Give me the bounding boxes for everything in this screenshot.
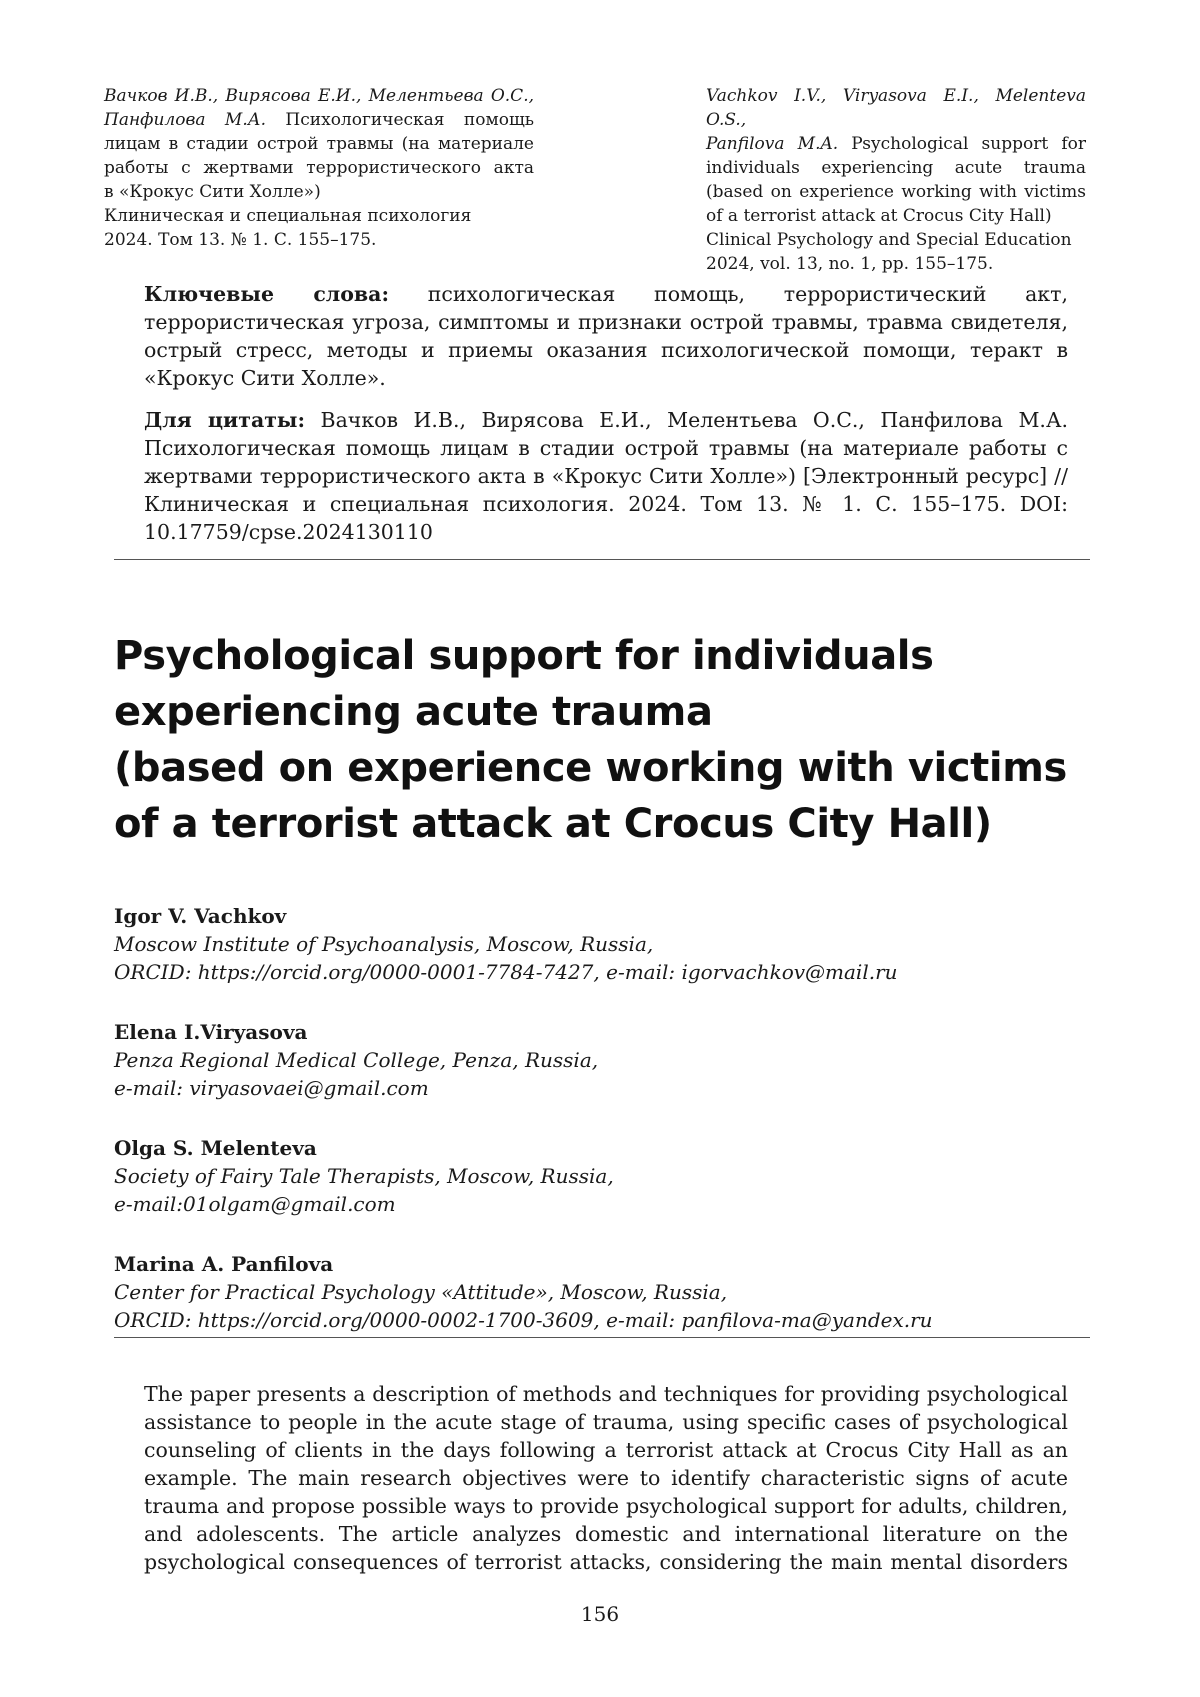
header-en-line-3: individuals experiencing acute trauma	[706, 158, 1086, 178]
abstract-paragraph	[144, 1380, 1068, 1576]
header-ru-line-7: 2024. Том 13. № 1. С. 155–175.	[104, 230, 377, 250]
author-affiliation: Society of Fairy Tale Therapists, Moscow, Russia,	[114, 1164, 614, 1188]
header-en-line-5: of a terrorist attack at Crocus City Hall)	[706, 206, 1052, 226]
title-line-1: Psychological support for individuals	[114, 633, 934, 679]
divider-top	[114, 559, 1090, 560]
author-name: Igor V. Vachkov	[114, 904, 287, 928]
citation-label: Для цитаты:	[144, 408, 306, 432]
title-line-4: of a terrorist attack at Crocus City Hall)	[114, 801, 992, 847]
abstract-line: psychological consequences of terrorist attacks, considering the main mental disorders	[144, 1550, 1068, 1574]
abstract-line: The paper presents a description of methods and techniques for providing psychological	[144, 1382, 1068, 1406]
header-citation-en	[706, 84, 1086, 276]
author-name: Elena I.Viryasova	[114, 1020, 308, 1044]
header-en-line-1: Vachkov I.V., Viryasova E.I., Melenteva O.S.,	[706, 86, 1086, 130]
header-ru-line-3: лицам в стадии острой травмы (на материале	[104, 134, 534, 154]
header-ru-line-6: Клиническая и специальная психология	[104, 206, 472, 226]
header-en-line-6: Clinical Psychology and Special Education	[706, 230, 1072, 250]
author-block	[114, 1250, 1014, 1334]
header-ru-line-4: работы с жертвами террористического акта	[104, 158, 534, 178]
header-ru-line-1: Вачков И.В., Вирясова Е.И., Мелентьева О.С.,	[104, 86, 534, 106]
abstract-line: assistance to people in the acute stage of trauma, using specific cases of psychological	[144, 1410, 1068, 1434]
keywords-text: психологическая помощь, террористический акт, террористическая угроза, симптомы и признаки острой травмы, травма свидетеля, острый стресс, методы и приемы оказания психологической помощи, теракт в «Крокус Сити Холле».	[144, 282, 1068, 390]
author-contact: e-mail: viryasovaei@gmail.com	[114, 1076, 429, 1100]
header-en-line-2: Panfilova M.A. Psychological support for	[706, 134, 1086, 154]
author-name: Olga S. Melenteva	[114, 1136, 317, 1160]
header-citation-ru	[104, 84, 534, 252]
author-affiliation: Moscow Institute of Psychoanalysis, Moscow, Russia,	[114, 932, 654, 956]
page-number: 156	[580, 1602, 620, 1626]
citation-paragraph	[144, 406, 1068, 546]
author-block	[114, 902, 1014, 986]
author-name: Marina A. Panfilova	[114, 1252, 334, 1276]
abstract-line: and adolescents. The article analyzes domestic and international literature on the	[144, 1522, 1068, 1546]
title-line-2: experiencing acute trauma	[114, 689, 713, 735]
keywords-paragraph	[144, 280, 1068, 392]
author-contact: ORCID: https://orcid.org/0000-0002-1700-3609, e-mail: panfilova-ma@yandex.ru	[114, 1308, 933, 1332]
abstract-line: trauma and propose possible ways to provide psychological support for adults, children,	[144, 1494, 1068, 1518]
article-title	[114, 628, 1104, 852]
author-block	[114, 1134, 1014, 1218]
citation-text: Вачков И.В., Вирясова Е.И., Мелентьева О.С., Панфилова М.А. Психологическая помощь лицам в стадии острой травмы (на материале работы с жертвами террористического акта в «Крокус Сити Холле») [Электронный ресурс] // Клиническая и специальная психология. 2024. Том 13. № 1. С. 155–175. DOI: 10.17759/cpse.2024130110	[144, 408, 1068, 544]
author-affiliation: Penza Regional Medical College, Penza, Russia,	[114, 1048, 599, 1072]
author-affiliation: Center for Practical Psychology «Attitude», Moscow, Russia,	[114, 1280, 728, 1304]
abstract-line: example. The main research objectives were to identify characteristic signs of acute	[144, 1466, 1068, 1490]
title-line-3: (based on experience working with victims	[114, 745, 1067, 791]
header-ru-line-5: в «Крокус Сити Холле»)	[104, 182, 321, 202]
author-contact: e-mail:01olgam@gmail.com	[114, 1192, 396, 1216]
header-en-line-7: 2024, vol. 13, no. 1, pp. 155–175.	[706, 254, 994, 274]
author-contact: ORCID: https://orcid.org/0000-0001-7784-7427, e-mail: igorvachkov@mail.ru	[114, 960, 898, 984]
abstract-line: counseling of clients in the days following a terrorist attack at Crocus City Hall as an	[144, 1438, 1068, 1462]
author-block	[114, 1018, 1014, 1102]
divider-bottom	[114, 1337, 1090, 1338]
keywords-label: Ключевые слова:	[144, 282, 390, 306]
header-en-line-4: (based on experience working with victims	[706, 182, 1086, 202]
header-ru-line-2: Панфилова М.А. Психологическая помощь	[104, 110, 535, 130]
